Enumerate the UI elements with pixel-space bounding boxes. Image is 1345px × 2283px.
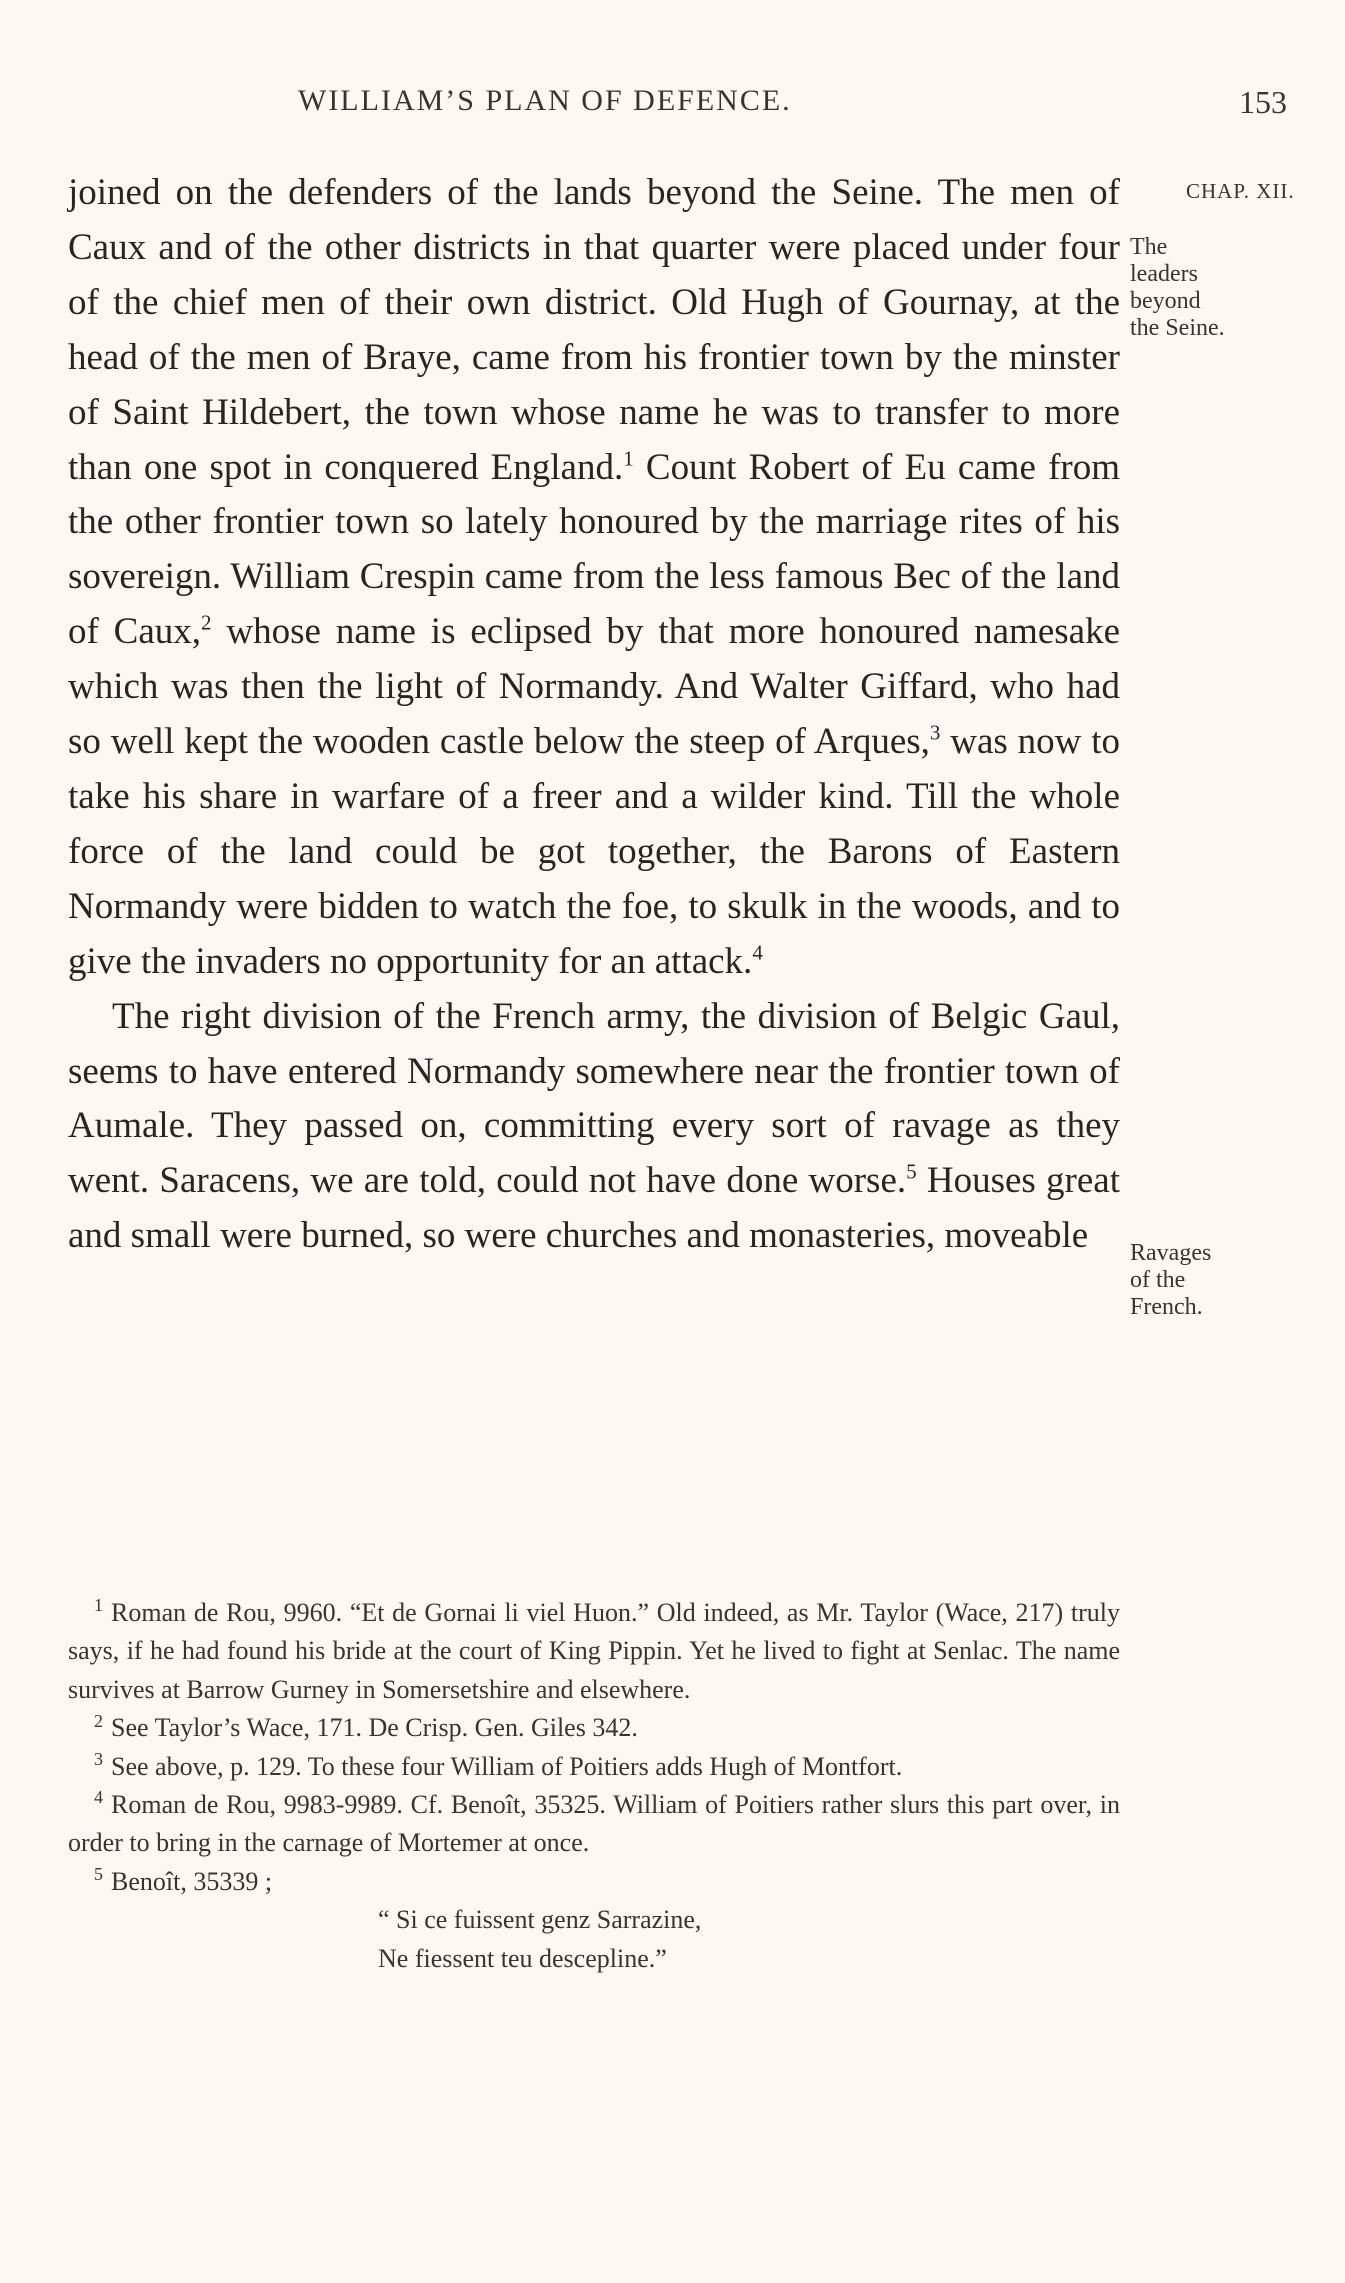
- text-run: Count Robert of Eu came from the other frontier town so lately honoured by the marriage rites of his sovereign. William Crespin came from the less famous Bec of the land of Caux,: [68, 446, 1120, 653]
- verse-line: “ Si ce fuissent genz Sarrazine,: [378, 1905, 702, 1935]
- paragraph: [68, 166, 1120, 990]
- footnote: [68, 1786, 1120, 1863]
- footnote-number: 5: [94, 1864, 103, 1885]
- text-run: whose name is eclipsed by that more honoured namesake which was then the light of Normandy. And Walter Giffard, who had so well kept the wooden castle below the steep of Arques,: [68, 611, 1120, 763]
- footnote-number: 3: [94, 1748, 103, 1769]
- footnote-marker: 2: [201, 610, 212, 635]
- margin-chapter: [1186, 178, 1295, 205]
- footnote-marker: 4: [752, 940, 763, 965]
- footnote: [68, 1863, 1120, 1901]
- text-run: was now to take his share in warfare of a freer and a wilder kind. Till the whole force of the land could be got together, the Barons of Eastern Normandy were bidden to watch the foe, to skulk in the woods, and to give the invaders no opportunity for an attack.: [68, 721, 1120, 982]
- margin-note-line: beyond: [1130, 288, 1201, 314]
- footnote-text: See Taylor’s Wace, 171. De Crisp. Gen. Giles 342.: [111, 1713, 638, 1743]
- margin-note-ravages: [1130, 1240, 1211, 1321]
- margin-note-line: The: [1130, 234, 1168, 260]
- footnote: [68, 1594, 1120, 1709]
- text-run: The right division of the French army, the division of Belgic Gaul, seems to have entered Normandy somewhere near the frontier town of Aumale. They passed on, committing every sort of ravage as they went. Saracens, we are told, could not have done worse.: [68, 995, 1120, 1202]
- footnote-number: 2: [94, 1710, 103, 1731]
- footnote-text: See above, p. 129. To these four William of Poitiers adds Hugh of Montfort.: [111, 1751, 903, 1781]
- text-run: joined on the defenders of the lands beyond the Seine. The men of Caux and of the other districts in that quarter were placed under four of the chief men of their own district. Old Hugh of Gournay, at the head of the men of Braye, came from his frontier town by the minster of Saint Hildebert, the town whose name he was to transfer to more than one spot in conquered England.: [68, 172, 1120, 488]
- footnote-marker: 5: [906, 1159, 917, 1184]
- margin-note-leaders: [1130, 234, 1225, 342]
- margin-note-line: of the: [1130, 1267, 1186, 1293]
- footnote-verse: [68, 1901, 1120, 1978]
- footnote-text: Roman de Rou, 9960. “Et de Gornai li viel Huon.” Old indeed, as Mr. Taylor (Wace, 217) truly says, if he had found his bride at the court of King Pippin. Yet he lived to fight at Senlac. The name survives at Barrow Gurney in Somersetshire and elsewhere.: [68, 1598, 1120, 1704]
- margin-note-line: leaders: [1130, 261, 1198, 287]
- margin-note-line: French.: [1130, 1294, 1203, 1320]
- main-text: [68, 166, 1120, 1264]
- footnote-marker: 3: [929, 720, 941, 745]
- page-number: 153: [1239, 84, 1287, 120]
- footnote-number: 1: [94, 1595, 103, 1616]
- footnote-text: Roman de Rou, 9983-9989. Cf. Benoît, 35325. William of Poitiers rather slurs this part over, in order to bring in the carnage of Mortemer at once.: [68, 1790, 1120, 1858]
- running-head: [0, 84, 1345, 124]
- footnote-text: Benoît, 35339 ;: [111, 1866, 273, 1896]
- footnote: [68, 1748, 1120, 1786]
- verse-line: Ne fiessent teu descepline.”: [378, 1943, 667, 1973]
- chapter-label: CHAP. XII.: [1186, 179, 1295, 203]
- paragraph: [68, 990, 1120, 1265]
- running-title: WILLIAM’S PLAN OF DEFENCE.: [298, 84, 792, 117]
- footnotes: [68, 1594, 1120, 1978]
- footnote-marker: 1: [623, 446, 634, 471]
- margin-note-line: the Seine.: [1130, 315, 1225, 341]
- text-run: Houses great and small were burned, so were churches and monasteries, moveable: [68, 1160, 1121, 1257]
- footnote: [68, 1709, 1120, 1747]
- margin-note-line: Ravages: [1130, 1240, 1212, 1266]
- footnote-number: 4: [94, 1787, 103, 1808]
